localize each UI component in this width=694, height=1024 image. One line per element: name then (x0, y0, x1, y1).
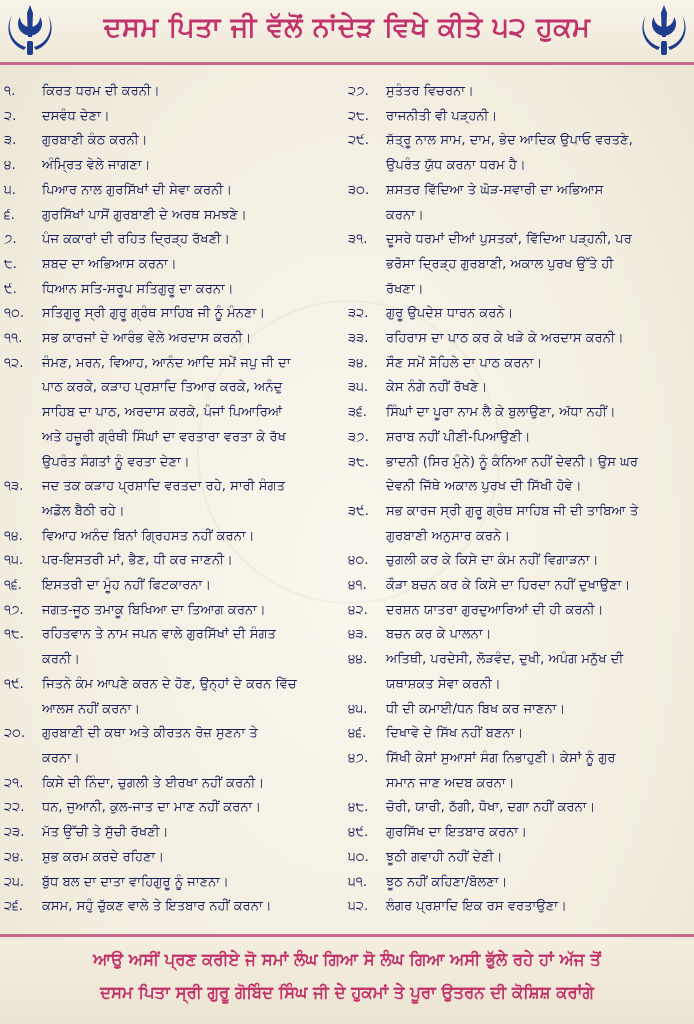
hukam-text (386, 846, 690, 871)
hukam-text-line: ਆਲਸ ਨਹੀਂ ਕਰਨਾ। (42, 701, 141, 717)
hukam-number: ੩੬. (348, 405, 367, 421)
hukam-text (386, 426, 690, 451)
hukam-text-line: ਦਿਖਾਵੇ ਦੇ ਸਿੱਖ ਨਹੀਂ ਬਣਨਾ। (386, 726, 524, 742)
hukam-number: ੪. (4, 158, 16, 174)
hukam-text-line: ਸਿੱਖੀ ਕੇਸਾਂ ਸੁਆਸਾਂ ਸੰਗ ਨਿਭਾਹੁਣੀ। ਕੇਸਾਂ ਨੂੰ ਗੁਰ (386, 750, 616, 766)
hukam-item (348, 352, 690, 377)
hukam-text-line: ਜਗਤ-ਜੂਠ ਤਮਾਕੂ ਬਿਖਿਆ ਦਾ ਤਿਆਗ ਕਰਨਾ। (42, 602, 266, 618)
hukam-text (386, 796, 690, 821)
hukam-text-line: ਸੌਣ ਸਮੇਂ ਸੋਹਿਲੇ ਦਾ ਪਾਠ ਕਰਨਾ। (386, 355, 543, 371)
hukam-text-line: ਕਰਨਾ। (386, 207, 424, 223)
hukam-text-line: ਕਸਮ, ਸਹੁੰ ਚੁੱਕਣ ਵਾਲੇ ਤੇ ਇਤਬਾਰ ਨਹੀਂ ਕਰਨਾ। (42, 899, 272, 915)
hukam-item (4, 821, 340, 846)
hukam-text-line: ਗੁਰੂ ਉਪਦੇਸ਼ ਧਾਰਨ ਕਰਨੇ। (386, 306, 514, 322)
hukam-text (386, 179, 690, 228)
hukam-item (348, 376, 690, 401)
hukam-item (4, 895, 340, 920)
hukam-text-line: ਸ਼ਰਾਬ ਨਹੀਂ ਪੀਣੀ-ਪਿਆਉਣੀ। (386, 429, 531, 445)
hukam-text (386, 80, 690, 105)
hukam-text (42, 204, 340, 229)
hukam-item (348, 747, 690, 796)
hukam-item (348, 129, 690, 178)
hukam-text (42, 599, 340, 624)
hukam-number: ੩੦. (348, 182, 370, 198)
hukam-number: ੩੨. (348, 306, 369, 322)
hukam-text (42, 179, 340, 204)
hukam-text-line: ਕਿਰਤ ਧਰਮ ਦੀ ਕਰਨੀ। (42, 84, 160, 99)
hukam-text (386, 747, 690, 796)
hukam-text (42, 673, 340, 722)
hukam-text-line: ਜਦ ਤਕ ਕੜਾਹ ਪ੍ਰਸ਼ਾਦਿ ਵਰਤਦਾ ਰਹੇ, ਸਾਰੀ ਸੰਗਤ (42, 479, 286, 495)
hukam-text-line: ਕੇਸ ਨੰਗੇ ਨਹੀਂ ਰੱਖਣੇ। (386, 380, 488, 396)
hukam-number: ੫੧. (348, 874, 367, 890)
hukam-text (42, 549, 340, 574)
hukam-item (348, 648, 690, 697)
hukam-number: ੨੧. (4, 775, 24, 791)
hukam-number: ੪੬. (348, 726, 367, 742)
hukam-number: ੩੯. (348, 503, 369, 519)
hukam-item (348, 623, 690, 648)
hukam-text-line: ਗੁਰਸਿੱਖ ਦਾ ਇਤਬਾਰ ਕਰਨਾ। (386, 825, 527, 841)
hukam-number: ੩੫. (348, 380, 369, 396)
hukam-text-line: ਬਚਨ ਕਰ ਕੇ ਪਾਲਨਾ। (386, 627, 492, 643)
hukam-text (42, 154, 340, 179)
hukam-number: ੩੩. (348, 331, 369, 347)
hukam-item (348, 698, 690, 723)
hukam-list-left (4, 80, 340, 920)
hukam-text (386, 451, 690, 500)
hukam-text (386, 821, 690, 846)
hukam-text-line: ਕਰਨਾ। (42, 750, 80, 766)
hukam-number: ੧੪. (4, 528, 23, 544)
hukam-item (4, 278, 340, 303)
hukam-text-line: ਭਾਦਨੀ (ਸਿਰ ਮੁੰਨੇ) ਨੂੰ ਕੰਨਿਆ ਨਹੀਂ ਦੇਵਨੀ। ਉਸ ਘਰ (386, 454, 639, 470)
hukam-item (4, 574, 340, 599)
hukam-text-line: ਸ਼ੁਭ ਕਰਮ ਕਰਦੇ ਰਹਿਣਾ। (42, 849, 165, 865)
hukam-item (4, 549, 340, 574)
hukam-text-line: ਬੁੱਧ ਬਲ ਦਾ ਦਾਤਾ ਵਾਹਿਗੁਰੂ ਨੂੰ ਜਾਣਨਾ। (42, 874, 229, 890)
hukam-item (348, 228, 690, 302)
hukam-text (386, 549, 690, 574)
hukam-text (386, 895, 690, 920)
hukam-item (4, 846, 340, 871)
hukam-number: ੪੧. (348, 578, 367, 594)
hukam-text-line: ਸਿੰਘਾਂ ਦਾ ਪੂਰਾ ਨਾਮ ਲੈ ਕੇ ਬੁਲਾਉਣਾ, ਅੱਧਾ ਨਹੀਂ। (386, 405, 616, 421)
hukam-text (386, 352, 690, 377)
hukam-text (42, 895, 340, 920)
hukam-text (42, 574, 340, 599)
hukam-text-line: ਰਹਿਤਵਾਨ ਤੇ ਨਾਮ ਜਪਨ ਵਾਲੇ ਗੁਰਸਿੱਖਾਂ ਦੀ ਸੰਗਤ (42, 627, 276, 643)
khanda-icon (6, 3, 54, 57)
hukam-number: ੭. (4, 232, 17, 248)
hukam-number: ੧੭. (4, 602, 24, 618)
hukam-text-line: ਕੌੜਾ ਬਚਨ ਕਰ ਕੇ ਕਿਸੇ ਦਾ ਹਿਰਦਾ ਨਹੀਂ ਦੁਖਾਉਣਾ। (386, 578, 631, 594)
hukam-number: ੪੯. (348, 825, 369, 841)
hukam-text-line: ਅਤੇ ਹਜ਼ੂਰੀ ਗ੍ਰੰਥੀ ਸਿੰਘਾਂ ਦਾ ਵਰਤਾਰਾ ਵਰਤਾ ਕੇ ਰੱਖ (42, 429, 286, 445)
hukam-text-line: ਸਭ ਕਾਰਜਾਂ ਦੇ ਆਰੰਭ ਵੇਲੇ ਅਰਦਾਸ ਕਰਨੀ। (42, 331, 252, 347)
hukam-number: ੩੮. (348, 454, 369, 470)
hukam-item (348, 500, 690, 549)
hukam-item (348, 105, 690, 130)
hukam-number: ੫. (4, 182, 16, 198)
hukam-text-line: ਸ਼ੱਤ੍ਰੂ ਨਾਲ ਸਾਮ, ਦਾਮ, ਭੇਦ ਆਦਿਕ ਉਪਾਓ ਵਰਤਣੇ, (386, 133, 633, 149)
hukam-number: ੧੦. (4, 306, 25, 322)
hukam-number: ੬. (4, 207, 15, 223)
hukam-item (4, 673, 340, 722)
hukam-text-line: ਮੱਤ ਉੱਚੀ ਤੇ ਸੁੱਚੀ ਰੱਖਣੀ। (42, 825, 169, 841)
hukam-number: ੨੬. (4, 899, 23, 915)
hukam-text-line: ਰਹਿਰਾਸ ਦਾ ਪਾਠ ਕਰ ਕੇ ਖੜੇ ਕੇ ਅਰਦਾਸ ਕਰਨੀ। (386, 331, 624, 347)
hukam-text-line: ਸੁਤੰਤਰ ਵਿਚਰਨਾ। (386, 84, 474, 99)
hukam-text (42, 871, 340, 896)
hukam-text (386, 871, 690, 896)
hukam-item (4, 228, 340, 253)
hukam-text-line: ਅੰਮ੍ਰਿਤ ਵੇਲੇ ਜਾਗਣਾ। (42, 158, 151, 174)
hukam-item (348, 574, 690, 599)
hukam-number: ੨੨. (4, 800, 25, 816)
hukam-text-line: ਧੀ ਦੀ ਕਮਾਈ/ਧਨ ਬਿਖ ਕਰ ਜਾਣਨਾ। (386, 701, 566, 717)
hukam-number: ੨. (4, 108, 17, 124)
hukam-text-line: ਯਥਾਸ਼ਕਤ ਸੇਵਾ ਕਰਨੀ। (386, 676, 501, 692)
hukam-text (386, 599, 690, 624)
hukam-item (348, 871, 690, 896)
hukam-item (348, 599, 690, 624)
hukam-text-line: ਸਮਾਨ ਜਾਣ ਅਦਬ ਕਰਨਾ। (386, 775, 515, 791)
hukam-text-line: ਚੁਗਲੀ ਕਰ ਕੇ ਕਿਸੇ ਦਾ ਕੰਮ ਨਹੀਂ ਵਿਗਾੜਨਾ। (386, 553, 599, 569)
hukam-number: ੧੧. (4, 331, 23, 347)
hukam-number: ੫੨. (348, 899, 369, 915)
hukam-number: ੪੦. (348, 553, 369, 569)
hukam-text-line: ਸਤਿਗੁਰੂ ਸ੍ਰੀ ਗੁਰੂ ਗ੍ਰੰਥ ਸਾਹਿਬ ਜੀ ਨੂੰ ਮੰਨਣਾ। (42, 306, 266, 322)
hukam-text (42, 846, 340, 871)
hukam-number: ੧੯. (4, 676, 24, 692)
hukam-number: ੪੨. (348, 602, 368, 618)
hukam-item (4, 302, 340, 327)
hukam-item (4, 253, 340, 278)
hukam-item (4, 722, 340, 771)
hukam-item (348, 179, 690, 228)
hukam-number: ੩੭. (348, 429, 369, 445)
hukam-text-line: ਸਭ ਕਾਰਜ ਸ੍ਰੀ ਗੁਰੂ ਗ੍ਰੰਥ ਸਾਹਿਬ ਜੀ ਦੀ ਤਾਬਿਆ ਤੇ (386, 503, 639, 519)
hukam-text (386, 401, 690, 426)
hukam-text-line: ਗੁਰਸਿੱਖਾਂ ਪਾਸੋਂ ਗੁਰਬਾਣੀ ਦੇ ਅਰਥ ਸਮਝਣੇ। (42, 207, 247, 223)
khanda-icon (640, 3, 688, 57)
hukam-number: ੧. (4, 84, 16, 99)
hukam-text-line: ਗੁਰਬਾਣੀ ਅਨੁਸਾਰ ਕਰਨੇ। (386, 528, 511, 544)
hukam-item (4, 129, 340, 154)
hukam-text (42, 722, 340, 771)
hukam-text-line: ਪਾਠ ਕਰਕੇ, ਕੜਾਹ ਪ੍ਰਸ਼ਾਦਿ ਤਿਆਰ ਕਰਕੇ, ਅਨੰਦੁ (42, 380, 283, 396)
hukam-text (42, 105, 340, 130)
hukam-item (4, 623, 340, 672)
hukam-text-line: ਉਪਰੰਤ ਸੰਗਤਾਂ ਨੂੰ ਵਰਤਾ ਦੇਣਾ। (42, 454, 190, 470)
hukam-text-line: ਚੋਰੀ, ਯਾਰੀ, ਠੱਗੀ, ਧੋਖਾ, ਦਗਾ ਨਹੀਂ ਕਰਨਾ। (386, 800, 596, 816)
hukam-text (386, 327, 690, 352)
hukam-number: ੧੮. (4, 627, 24, 643)
hukam-item (4, 772, 340, 797)
hukam-text-line: ਝੂਠੀ ਗਵਾਹੀ ਨਹੀਂ ਦੇਣੀ। (386, 849, 503, 865)
header (0, 0, 694, 65)
hukam-text-line: ਸ਼ਸਤਰ ਵਿੱਦਿਆ ਤੇ ਘੋੜ-ਸਵਾਰੀ ਦਾ ਅਭਿਆਸ (386, 182, 604, 198)
hukam-text-line: ਕਰਨੀ। (42, 652, 80, 668)
hukam-text (386, 129, 690, 178)
hukam-text (42, 327, 340, 352)
hukam-item (348, 846, 690, 871)
hukam-number: ੩੧. (348, 232, 368, 248)
hukam-item (348, 796, 690, 821)
hukam-text (386, 698, 690, 723)
hukam-number: ੧੬. (4, 578, 22, 594)
hukam-item (4, 475, 340, 524)
hukam-text-line: ਝੂਠ ਨਹੀਂ ਕਹਿਣਾ/ਬੋਲਣਾ। (386, 874, 508, 890)
hukam-text-line: ਦੇਵਨੀ ਜਿੱਥੇ ਅਕਾਲ ਪੁਰਖ ਦੀ ਸਿੱਖੀ ਹੋਵੇ। (386, 479, 582, 495)
hukam-text-line: ਧਨ, ਜੁਆਨੀ, ਕੁਲ-ਜਾਤ ਦਾ ਮਾਣ ਨਹੀਂ ਕਰਨਾ। (42, 800, 262, 816)
hukam-item (4, 105, 340, 130)
hukam-text-line: ਗੁਰਬਾਣੀ ਦੀ ਕਥਾ ਅਤੇ ਕੀਰਤਨ ਰੋਜ਼ ਸੁਣਨਾ ਤੇ (42, 726, 258, 742)
hukam-item (4, 80, 340, 105)
footer (0, 940, 694, 1024)
hukam-text-line: ਦੂਸਰੇ ਧਰਮਾਂ ਦੀਆਂ ਪੁਸਤਕਾਂ, ਵਿੱਦਿਆ ਪੜ੍ਹਨੀ, ਪਰ (386, 232, 632, 248)
hukam-text-line: ਪਰ-ਇਸਤਰੀ ਮਾਂ, ਭੈਣ, ਧੀ ਕਰ ਜਾਣਨੀ। (42, 553, 233, 569)
hukam-number: ੫੦. (348, 849, 369, 865)
hukam-text-line: ਲੰਗਰ ਪ੍ਰਸ਼ਾਦਿ ਇਕ ਰਸ ਵਰਤਾਉਣਾ। (386, 899, 567, 915)
hukam-item (348, 327, 690, 352)
hukam-text (42, 80, 340, 105)
hukam-number: ੧੨. (4, 355, 24, 371)
hukam-text-line: ਇਸਤਰੀ ਦਾ ਮੂੰਹ ਨਹੀਂ ਫਿਟਕਾਰਨਾ। (42, 578, 212, 594)
hukam-text (42, 772, 340, 797)
hukam-item (4, 352, 340, 476)
hukam-number: ੧੩. (4, 479, 24, 495)
hukam-text (386, 623, 690, 648)
hukam-list-right (348, 80, 690, 920)
hukam-text-line: ਧਿਆਨ ਸਤਿ-ਸਰੂਪ ਸਤਿਗੁਰੂ ਦਾ ਕਰਨਾ। (42, 281, 234, 297)
hukam-text (386, 228, 690, 302)
hukam-text-line: ਅਡੋਲ ਬੈਠੀ ਰਹੇ। (42, 503, 125, 519)
hukam-item (4, 599, 340, 624)
hukam-item (348, 722, 690, 747)
hukam-text-line: ਵਿਆਹ ਅਨੰਦ ਬਿਨਾਂ ਗ੍ਰਿਹਸਤ ਨਹੀਂ ਕਰਨਾ। (42, 528, 255, 544)
hukam-item (4, 204, 340, 229)
hukam-number: ੪੭. (348, 750, 369, 766)
hukam-number: ੨੪. (4, 849, 24, 865)
hukam-text (386, 302, 690, 327)
hukam-item (348, 426, 690, 451)
hukam-text-line: ਭਰੋਸਾ ਦ੍ਰਿੜ੍ਹ ਗੁਰਬਾਣੀ, ਅਕਾਲ ਪੁਰਖ ਉੱਤੇ ਹੀ (386, 256, 614, 272)
hukam-text-line: ਅਤਿਥੀ, ਪਰਦੇਸੀ, ਲੋੜਵੰਦ, ਦੁਖੀ, ਅਪੰਗ ਮਨੁੱਖ ਦੀ (386, 652, 624, 668)
hukam-text (42, 253, 340, 278)
hukam-item (4, 327, 340, 352)
hukam-text-line: ਦਸਵੰਧ ਦੇਣਾ। (42, 108, 110, 124)
hukam-number: ੩੪. (348, 355, 368, 371)
hukam-text (42, 129, 340, 154)
hukam-number: ੯. (4, 281, 17, 297)
footer-divider (0, 934, 694, 937)
hukam-number: ੪੮. (348, 800, 369, 816)
hukam-text (386, 376, 690, 401)
hukam-text (42, 796, 340, 821)
hukam-number: ੨੦. (4, 726, 26, 742)
hukam-text-line: ਉਪਰੰਤ ਯੁੱਧ ਕਰਨਾ ਧਰਮ ਹੈ। (386, 158, 526, 174)
hukam-item (348, 895, 690, 920)
hukam-item (4, 525, 340, 550)
hukam-text-line: ਜੰਮਣ, ਮਰਨ, ਵਿਆਹ, ਆਨੰਦ ਆਦਿ ਸਮੇਂ ਜਪੁ ਜੀ ਦਾ (42, 355, 291, 371)
hukam-text-line: ਕਿਸੇ ਦੀ ਨਿੰਦਾ, ਚੁਗਲੀ ਤੇ ਈਰਖਾ ਨਹੀਂ ਕਰਨੀ। (42, 775, 265, 791)
hukam-text (386, 574, 690, 599)
hukam-number: ੨੯. (348, 133, 369, 149)
hukam-item (348, 80, 690, 105)
hukam-number: ੪੪. (348, 652, 368, 668)
hukam-number: ੪੫. (348, 701, 368, 717)
hukam-number: ੮. (4, 256, 17, 272)
footer-line-2: ਦਸਮ ਪਿਤਾ ਸ੍ਰੀ ਗੁਰੂ ਗੋਬਿੰਦ ਸਿੰਘ ਜੀ ਦੇ ਹੁਕਮਾਂ ਤੇ ਪੂਰਾ ਉਤਰਨ ਦੀ ਕੋਸ਼ਿਸ਼ ਕਰਾਂਗੇ (100, 983, 594, 1002)
hukam-number: ੪੩. (348, 627, 368, 643)
hukam-item (4, 796, 340, 821)
hukam-text-line: ਪੰਜ ਕਕਾਰਾਂ ਦੀ ਰਹਿਤ ਦ੍ਰਿੜ੍ਹ ਰੱਖਣੀ। (42, 232, 230, 248)
hukam-text (42, 821, 340, 846)
page-title: ਦਸਮ ਪਿਤਾ ਜੀ ਵੱਲੋਂ ਨਾਂਦੇੜ ਵਿਖੇ ਕੀਤੇ ੫੨ ਹੁਕਮ (103, 12, 591, 43)
hukam-item (4, 871, 340, 896)
hukam-text (386, 722, 690, 747)
hukam-number: ੨੩. (4, 825, 25, 841)
hukam-item (348, 821, 690, 846)
hukam-text-line: ਗੁਰਬਾਣੀ ਕੰਠ ਕਰਨੀ। (42, 133, 148, 149)
hukam-text-line: ਰੱਖਣਾ। (386, 281, 424, 297)
hukam-text (42, 623, 340, 672)
hukam-text (386, 500, 690, 549)
hukam-item (348, 401, 690, 426)
hukam-item (4, 154, 340, 179)
hukam-item (348, 451, 690, 500)
hukam-item (348, 302, 690, 327)
hukam-text-line: ਸਾਹਿਬ ਦਾ ਪਾਠ, ਅਰਦਾਸ ਕਰਕੇ, ਪੰਜਾਂ ਪਿਆਰਿਆਂ (42, 405, 283, 421)
hukam-text-line: ਪਿਆਰ ਨਾਲ ਗੁਰਸਿੱਖਾਂ ਦੀ ਸੇਵਾ ਕਰਨੀ। (42, 182, 233, 198)
hukam-text (386, 105, 690, 130)
hukam-number: ੨੮. (348, 108, 369, 124)
hukam-number: ੧੫. (4, 553, 23, 569)
hukam-text-line: ਰਾਜਨੀਤੀ ਵੀ ਪੜ੍ਹਨੀ। (386, 108, 498, 124)
hukam-text (42, 525, 340, 550)
hukam-item (4, 179, 340, 204)
hukam-text (42, 302, 340, 327)
hukam-text (386, 648, 690, 697)
hukam-text (42, 278, 340, 303)
hukam-number: ੨੫. (4, 874, 25, 890)
hukam-number: ੨੭. (348, 84, 369, 99)
hukam-text (42, 352, 340, 476)
hukam-number: ੩. (4, 133, 17, 149)
hukam-text (42, 228, 340, 253)
hukam-text-line: ਜਿਤਨੇ ਕੰਮ ਆਪਣੇ ਕਰਨ ਦੇ ਹੋਣ, ਉਨ੍ਹਾਂ ਦੇ ਕਰਨ ਵਿੱਚ (42, 676, 297, 692)
hukam-text-line: ਸ਼ਬਦ ਦਾ ਅਭਿਆਸ ਕਰਨਾ। (42, 256, 177, 272)
hukam-text-line: ਦਰਸ਼ਨ ਯਾਤਰਾ ਗੁਰਦੁਆਰਿਆਂ ਦੀ ਹੀ ਕਰਨੀ। (386, 602, 604, 618)
hukam-text (42, 475, 340, 524)
hukam-item (348, 549, 690, 574)
footer-line-1: ਆਉ ਅਸੀਂ ਪ੍ਰਣ ਕਰੀਏ ਜੋ ਸਮਾਂ ਲੰਘ ਗਿਆ ਸੋ ਲੰਘ ਗਿਆ ਅਸੀ ਭੁੱਲੇ ਰਹੇ ਹਾਂ ਅੱਜ ਤੋਂ (93, 950, 601, 969)
